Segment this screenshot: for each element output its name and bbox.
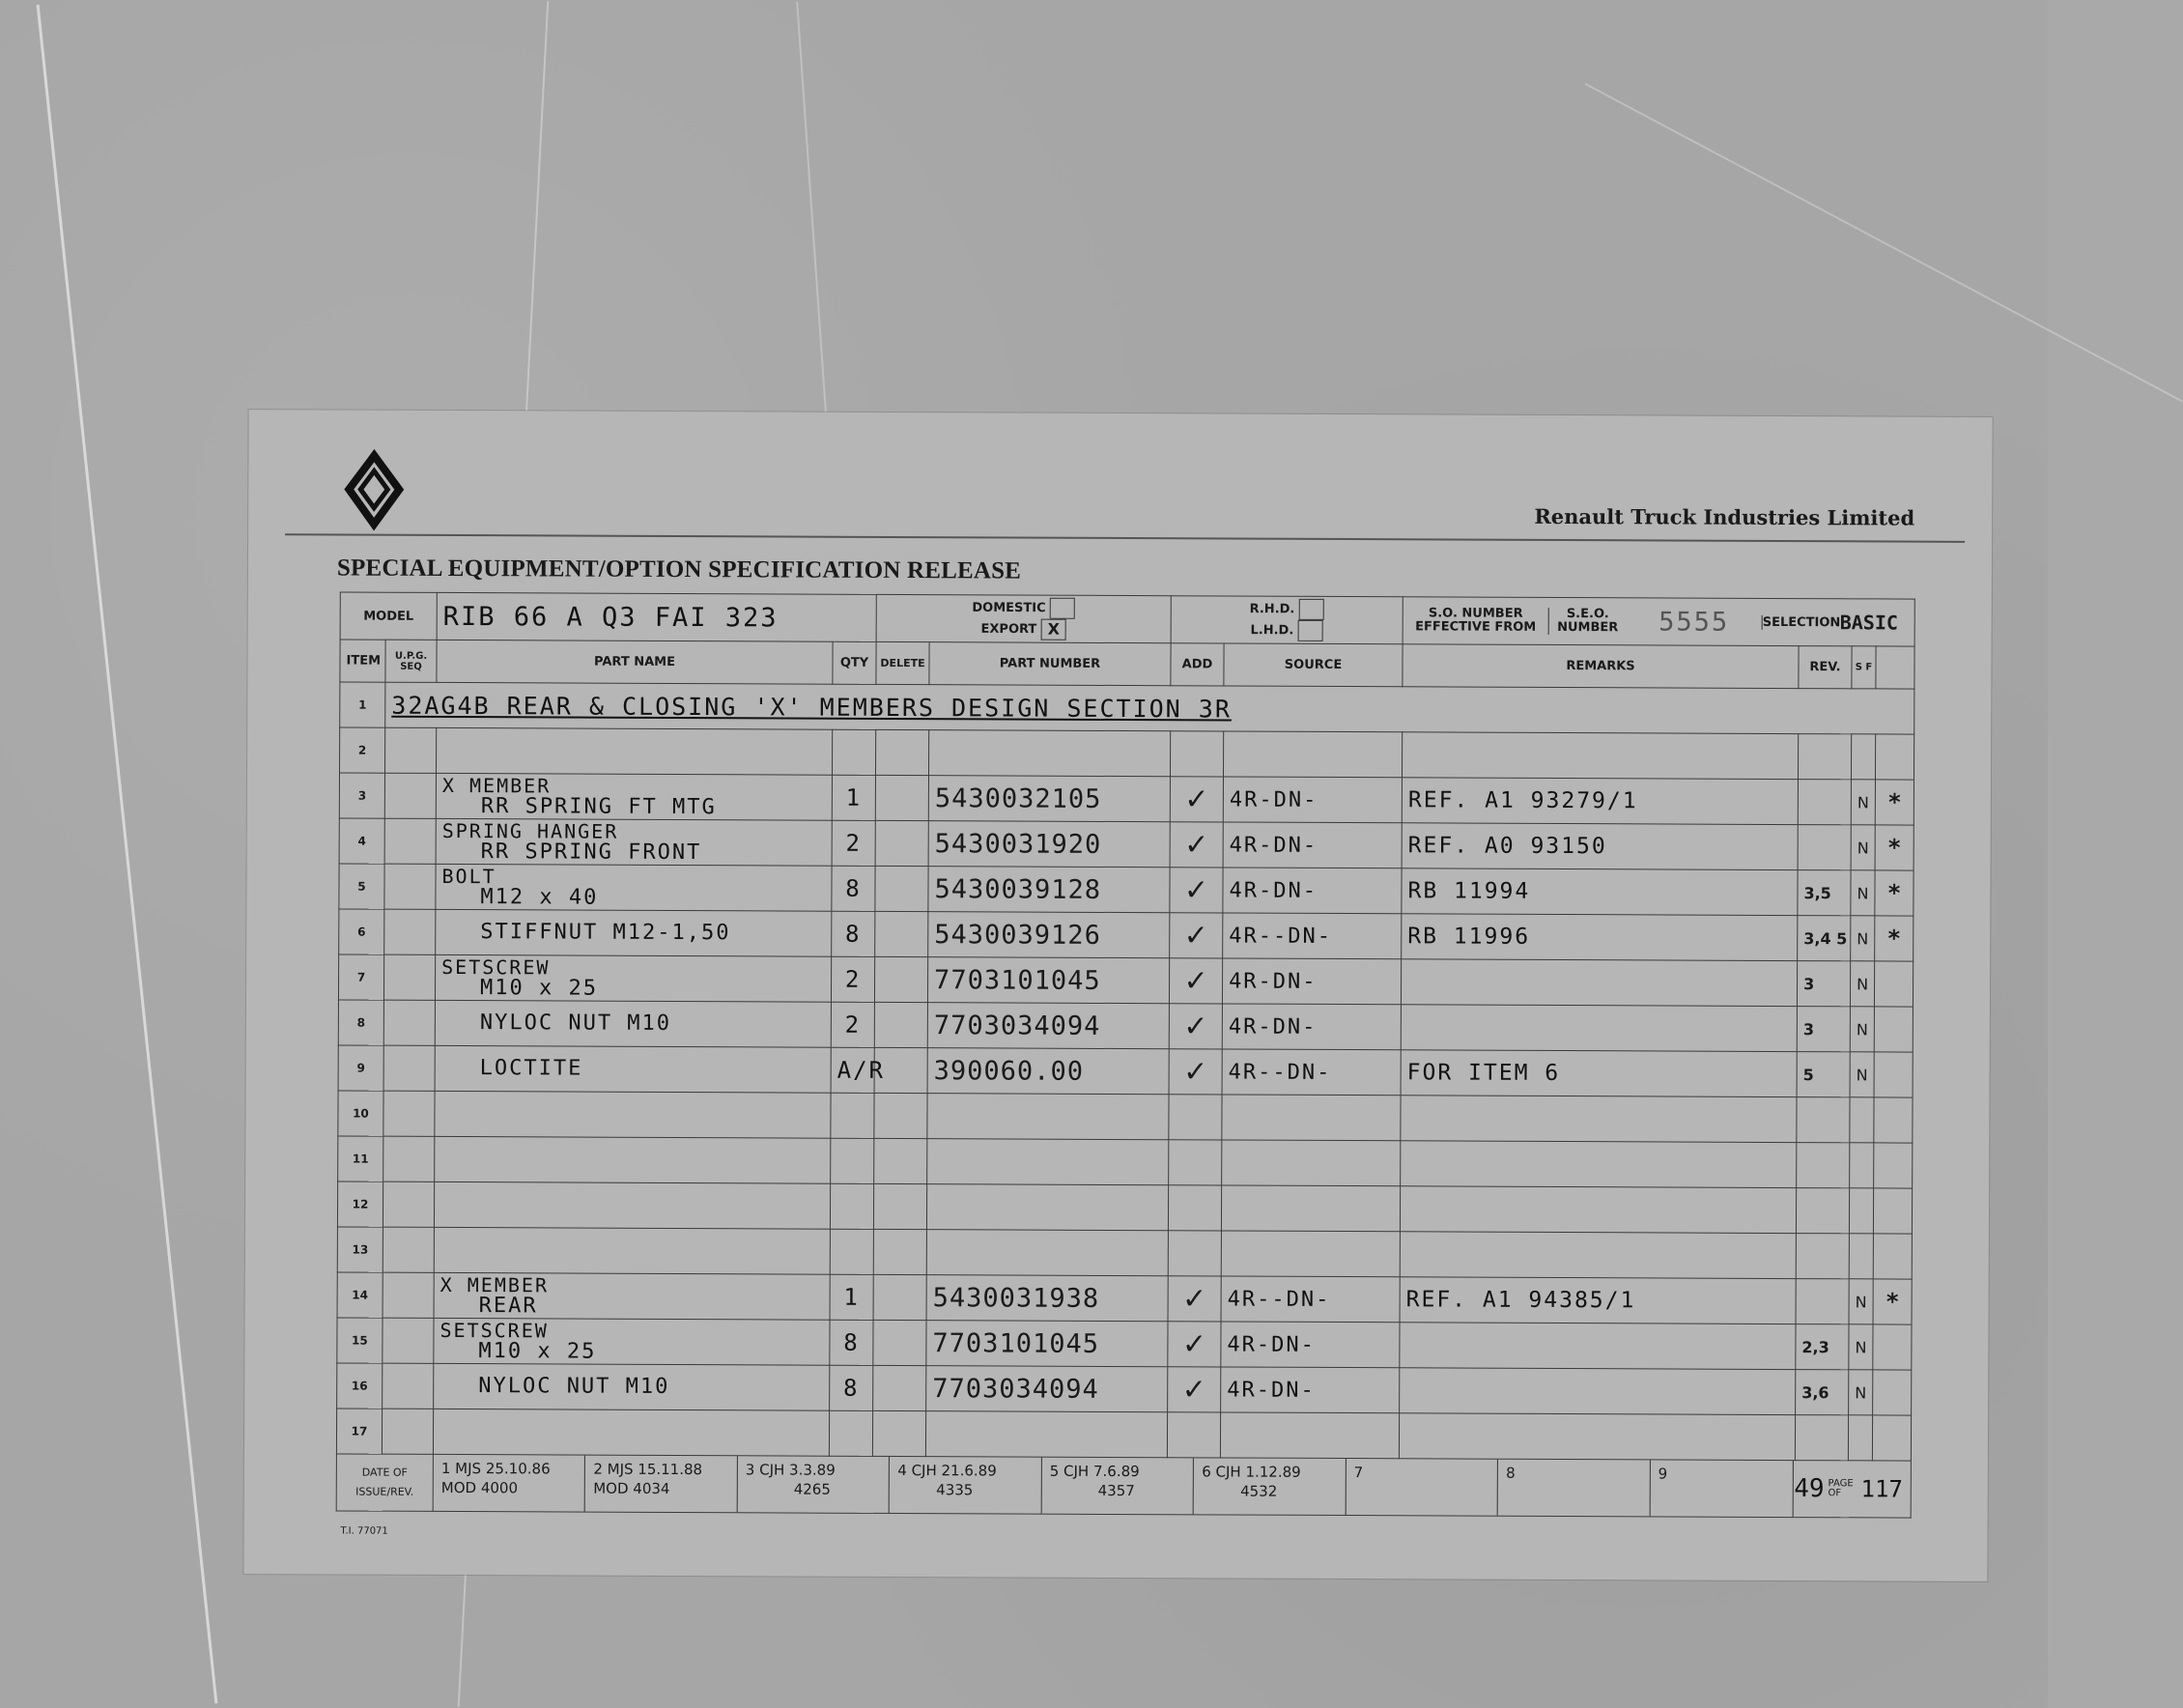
revision-history [433, 1454, 1911, 1518]
upg-seq-cell [383, 1091, 435, 1136]
source-cell: 4R-DN- [1222, 958, 1401, 1005]
rev-cell [1798, 780, 1851, 825]
upg-seq-cell [383, 1318, 434, 1363]
part-name-cell [435, 954, 831, 1002]
rev-cell: 3 [1797, 961, 1850, 1007]
asterisk-cell: * [1875, 870, 1914, 916]
asterisk-cell: * [1875, 916, 1914, 961]
title-rule [285, 533, 1965, 543]
item-number: 16 [337, 1363, 383, 1409]
remarks-cell: REF. A1 94385/1 [1400, 1277, 1796, 1324]
sf-cell: N [1850, 961, 1874, 1007]
sf-cell: N [1850, 1007, 1874, 1052]
part-name-cell [434, 1227, 830, 1274]
rhd-label: R.H.D. [1249, 602, 1295, 617]
delete-cell [875, 866, 928, 911]
revision-8: 8 [1498, 1460, 1651, 1517]
page-of-label: PAGE OF [1828, 1478, 1854, 1499]
part-number-cell: 5430031938 [926, 1275, 1168, 1322]
part-name-line2: RR SPRING FT MTG [480, 794, 717, 820]
asterisk-cell: * [1875, 780, 1914, 825]
upg-seq-cell [384, 864, 436, 909]
qty-cell [830, 1183, 873, 1229]
sf-cell: N [1851, 916, 1875, 961]
remarks-cell: FOR ITEM 6 [1401, 1050, 1797, 1097]
selection-label: SELECTION [1762, 614, 1841, 630]
part-number-cell: 5430031920 [928, 821, 1170, 868]
part-number-cell: 7703101045 [927, 957, 1169, 1004]
specification-sheet [243, 410, 1992, 1581]
revision-3 [738, 1456, 891, 1513]
table-row [338, 1000, 1913, 1052]
remarks-cell [1401, 1141, 1797, 1188]
part-name-cell [434, 1318, 830, 1365]
rev-cell [1798, 825, 1851, 870]
item-number: 13 [337, 1227, 383, 1272]
revision-2 [585, 1456, 738, 1513]
source-cell: 4R--DN- [1222, 1049, 1401, 1096]
part-name-line2: M10 x 25 [479, 976, 599, 1001]
item-number: 9 [338, 1045, 383, 1091]
revision-1-date: 1 MJS 25.10.86 [440, 1459, 551, 1478]
remarks-cell [1400, 1323, 1796, 1370]
table-row [337, 1363, 1912, 1415]
rev-cell [1796, 1188, 1849, 1234]
upg-seq-cell [383, 954, 435, 1000]
part-number-cell [929, 730, 1171, 777]
delete-cell [875, 775, 928, 820]
remarks-cell [1400, 1186, 1796, 1234]
revision-3-date: 3 CJH 3.3.89 [745, 1461, 836, 1479]
source-cell: 4R-DN- [1223, 777, 1402, 823]
col-part-number: PART NUMBER [929, 642, 1171, 686]
part-number-cell [926, 1230, 1168, 1276]
upg-seq-cell [383, 1363, 434, 1409]
footer-row [336, 1454, 1911, 1518]
part-name-cell [436, 773, 832, 820]
add-check-cell: ✓ [1169, 1004, 1222, 1049]
upg-seq-cell [384, 818, 436, 864]
delete-cell [874, 1002, 927, 1047]
domestic-label: DOMESTIC [972, 600, 1046, 616]
table-row [337, 1181, 1912, 1234]
qty-cell [830, 1229, 873, 1274]
domestic-checkbox [1050, 598, 1075, 619]
model-label: MODEL [340, 592, 437, 640]
item-number: 3 [339, 773, 384, 818]
revision-5-mod: 4357 [1097, 1481, 1135, 1500]
sf-cell: N [1849, 1279, 1873, 1324]
qty-cell: 8 [832, 911, 875, 956]
item-number: 4 [339, 818, 384, 864]
sf-cell: N [1849, 1324, 1873, 1370]
revision-1-mod: MOD 4000 [440, 1478, 519, 1497]
sf-cell: N [1849, 1370, 1873, 1415]
order-numbers-cell [1403, 597, 1914, 646]
part-name-line1: X MEMBER [439, 1272, 550, 1297]
item-number: 1 [340, 682, 385, 727]
lhd-label: L.H.D. [1250, 623, 1294, 639]
upg-seq-cell [383, 1181, 434, 1227]
col-delete: DELETE [876, 641, 929, 684]
source-cell [1221, 1185, 1400, 1232]
revision-7: 7 [1346, 1459, 1498, 1516]
upg-seq-cell [383, 1000, 435, 1045]
revision-5 [1042, 1458, 1195, 1515]
add-check-cell: ✓ [1169, 958, 1222, 1004]
table-row [337, 1227, 1912, 1279]
part-name-line2: STIFFNUT M12-1,50 [480, 920, 731, 946]
add-check-cell: ✓ [1170, 822, 1223, 868]
asterisk-cell [1874, 961, 1913, 1007]
add-check-cell [1168, 1185, 1221, 1231]
delete-cell [876, 729, 929, 775]
model-value: RIB 66 A Q3 FAI 323 [437, 592, 876, 641]
part-number-cell [925, 1411, 1167, 1458]
delete-cell [874, 1138, 927, 1183]
specification-table [336, 591, 1915, 1518]
source-cell: 4R-DN- [1222, 1004, 1401, 1050]
part-name-cell [433, 1409, 829, 1456]
lhd-checkbox [1298, 620, 1323, 641]
page-total: 117 [1860, 1475, 1903, 1503]
sf-cell: N [1851, 825, 1875, 870]
qty-cell: A/R [831, 1047, 874, 1093]
asterisk-cell [1874, 1143, 1913, 1188]
col-sf: S F [1852, 646, 1876, 689]
part-name-cell [434, 1272, 830, 1320]
col-remarks: REMARKS [1403, 644, 1799, 689]
item-number: 7 [338, 954, 383, 1000]
add-check-cell: ✓ [1170, 777, 1223, 822]
part-name-line2: NYLOC NUT M10 [479, 1011, 672, 1036]
part-number-cell: 390060.00 [927, 1048, 1169, 1095]
remarks-cell [1399, 1413, 1795, 1461]
part-name-cell [435, 1136, 831, 1183]
table-row [339, 727, 1914, 780]
page-indicator [1794, 1461, 1911, 1518]
footer-label: DATE OF ISSUE/REV. [336, 1454, 433, 1511]
part-number-cell: 5430032105 [928, 776, 1170, 822]
table-row [338, 1136, 1913, 1188]
asterisk-cell [1873, 1370, 1912, 1415]
revision-4-date: 4 CJH 21.6.89 [897, 1462, 997, 1480]
revision-4-mod: 4335 [936, 1481, 974, 1499]
part-name-cell [437, 727, 833, 775]
qty-cell [829, 1410, 872, 1456]
remarks-cell [1400, 1368, 1796, 1415]
sf-cell [1848, 1415, 1872, 1461]
source-cell [1220, 1412, 1399, 1459]
delete-cell [874, 1093, 927, 1138]
col-rev: REV. [1799, 646, 1852, 689]
part-number-cell: 5430039126 [928, 912, 1170, 958]
export-checkbox: X [1041, 619, 1066, 640]
part-number-cell: 7703034094 [927, 1003, 1169, 1049]
part-name-line2: REAR [478, 1294, 538, 1319]
column-header-row [340, 640, 1914, 689]
part-name-line1: X MEMBER [441, 773, 552, 798]
table-row [336, 1409, 1911, 1461]
part-name-cell [436, 909, 832, 956]
rhd-checkbox [1299, 599, 1324, 620]
item-number: 8 [338, 1000, 383, 1045]
remarks-cell [1401, 1005, 1797, 1052]
asterisk-cell [1873, 1234, 1912, 1279]
revision-6 [1194, 1458, 1347, 1515]
delete-cell [873, 1365, 926, 1410]
remarks-cell: REF. A1 93279/1 [1402, 778, 1798, 825]
source-cell [1224, 731, 1403, 778]
sf-cell: N [1850, 1052, 1874, 1097]
sf-cell [1849, 1188, 1873, 1234]
upg-seq-cell [384, 773, 436, 818]
delete-cell [875, 911, 928, 956]
source-cell: 4R-DN- [1221, 1322, 1400, 1368]
table-row [339, 909, 1914, 961]
rev-cell: 3,6 [1796, 1370, 1849, 1415]
remarks-cell [1403, 732, 1799, 780]
part-number-cell [927, 1139, 1169, 1185]
part-name-cell [435, 1091, 831, 1138]
part-number-cell [926, 1184, 1168, 1231]
part-name-line2: RR SPRING FRONT [480, 840, 702, 866]
remarks-cell [1401, 959, 1797, 1007]
delete-cell [872, 1410, 925, 1456]
qty-cell: 8 [832, 866, 875, 911]
asterisk-cell [1874, 1052, 1913, 1097]
qty-cell: 1 [830, 1274, 873, 1320]
rev-cell [1799, 734, 1852, 780]
item-number: 15 [337, 1318, 383, 1363]
add-check-cell [1171, 731, 1224, 777]
table-row [338, 1045, 1913, 1097]
revision-1 [434, 1455, 586, 1512]
upg-seq-cell [384, 727, 436, 773]
part-name-cell [436, 818, 832, 866]
asterisk-cell [1872, 1415, 1911, 1461]
col-upg: U.P.G. SEQ [385, 640, 437, 682]
col-part-name: PART NAME [437, 640, 833, 684]
upg-seq-cell [384, 909, 436, 954]
add-check-cell: ✓ [1170, 868, 1223, 913]
sf-cell [1850, 1097, 1874, 1143]
table-row [338, 954, 1913, 1007]
qty-cell: 8 [830, 1365, 873, 1410]
remarks-cell: RB 11994 [1402, 868, 1798, 916]
remarks-cell: REF. A0 93150 [1402, 823, 1798, 870]
source-cell [1222, 1095, 1401, 1141]
col-extra [1876, 646, 1914, 689]
table-row [337, 1272, 1912, 1324]
sf-cell [1852, 734, 1876, 780]
col-source: SOURCE [1224, 643, 1403, 687]
revision-2-mod: MOD 4034 [593, 1479, 670, 1497]
table-row [340, 682, 1914, 734]
part-name-line2: LOCTITE [479, 1056, 583, 1081]
asterisk-cell [1874, 1007, 1913, 1052]
part-name-cell [434, 1181, 830, 1229]
header-row-model [340, 592, 1914, 646]
revision-6-mod: 4532 [1240, 1482, 1278, 1500]
asterisk-cell [1876, 734, 1914, 780]
part-name-line2: M10 x 25 [478, 1339, 597, 1364]
table-row [337, 1318, 1912, 1370]
table-body [336, 682, 1914, 1461]
delete-cell [873, 1229, 926, 1274]
table-row [338, 1091, 1913, 1143]
part-name-line1: SETSCREW [441, 954, 551, 980]
add-check-cell: ✓ [1168, 1367, 1221, 1412]
renault-logo [345, 454, 403, 527]
page-number: 49 [1794, 1474, 1825, 1504]
col-add: ADD [1171, 643, 1224, 686]
sf-cell: N [1851, 780, 1875, 825]
table-row [339, 773, 1914, 825]
form-code: T.I. 77071 [340, 1525, 388, 1537]
upg-seq-cell [383, 1272, 434, 1318]
source-cell: 4R-DN- [1221, 1367, 1400, 1413]
remarks-cell [1400, 1232, 1796, 1279]
add-check-cell [1169, 1095, 1222, 1140]
source-cell: 4R--DN- [1223, 913, 1402, 959]
add-check-cell: ✓ [1170, 913, 1223, 958]
asterisk-cell [1873, 1188, 1912, 1234]
col-qty: QTY [833, 641, 876, 684]
asterisk-cell [1873, 1324, 1912, 1370]
rev-cell [1796, 1279, 1849, 1324]
part-name-cell [435, 1045, 831, 1093]
add-check-cell [1167, 1412, 1220, 1458]
rhd-lhd-cell [1171, 596, 1403, 644]
item-number: 14 [337, 1272, 383, 1318]
revision-4 [890, 1457, 1042, 1514]
source-cell [1221, 1231, 1400, 1277]
qty-cell [831, 1093, 874, 1138]
delete-cell [873, 1274, 926, 1320]
item-number: 17 [336, 1409, 382, 1454]
part-number-cell [927, 1094, 1169, 1140]
rev-cell [1797, 1097, 1850, 1143]
rev-cell: 3 [1797, 1007, 1850, 1052]
part-number-cell: 5430039128 [928, 867, 1170, 913]
table-row [339, 818, 1914, 870]
rev-cell [1795, 1415, 1848, 1461]
asterisk-cell: * [1873, 1279, 1912, 1324]
part-number-cell: 7703101045 [926, 1321, 1168, 1367]
table-row [339, 864, 1914, 916]
domestic-export-cell [876, 594, 1171, 642]
asterisk-cell [1874, 1097, 1913, 1143]
qty-cell [831, 1138, 874, 1183]
upg-seq-cell [383, 1227, 434, 1272]
item-number: 2 [339, 727, 384, 773]
item-number: 11 [338, 1136, 383, 1181]
upg-seq-cell [382, 1409, 433, 1454]
qty-cell: 2 [832, 820, 875, 866]
delete-cell [873, 1320, 926, 1365]
item-number: 5 [339, 864, 384, 909]
delete-cell [873, 1183, 926, 1229]
source-cell [1222, 1140, 1401, 1186]
seo-number-value: 5555 [1659, 606, 1730, 638]
add-check-cell: ✓ [1168, 1276, 1221, 1322]
part-name-cell [434, 1363, 830, 1410]
revision-2-date: 2 MJS 15.11.88 [593, 1460, 703, 1479]
source-cell: 4R-DN- [1223, 822, 1402, 868]
so-number-label: S.O. NUMBER EFFECTIVE FROM [1415, 606, 1537, 635]
company-name: Renault Truck Industries Limited [1534, 503, 1915, 530]
revision-9: 9 [1650, 1460, 1794, 1517]
sf-cell [1849, 1234, 1873, 1279]
part-name-line2: M12 x 40 [480, 885, 599, 910]
revision-6-date: 6 CJH 1.12.89 [1202, 1463, 1301, 1481]
part-name-line1: BOLT [441, 864, 496, 889]
qty-cell: 1 [832, 775, 875, 820]
seo-number-label: S.E.O. NUMBER [1548, 608, 1627, 635]
sf-cell [1850, 1143, 1874, 1188]
part-name-line2: NYLOC NUT M10 [478, 1374, 670, 1399]
qty-cell: 2 [831, 1002, 874, 1047]
upg-seq-cell [383, 1045, 435, 1091]
add-check-cell: ✓ [1168, 1322, 1221, 1367]
col-item: ITEM [340, 640, 385, 682]
part-name-cell [436, 864, 832, 911]
form-title: SPECIAL EQUIPMENT/OPTION SPECIFICATION RELEASE [336, 555, 1022, 584]
qty-cell: 2 [831, 956, 874, 1002]
source-cell: 4R-DN- [1223, 868, 1402, 914]
part-name-cell [435, 1000, 831, 1047]
add-check-cell [1168, 1231, 1221, 1276]
item-number: 10 [338, 1091, 383, 1136]
asterisk-cell: * [1875, 825, 1914, 870]
rev-cell: 3,4 5 [1798, 916, 1851, 961]
remarks-cell [1401, 1096, 1797, 1143]
delete-cell [874, 956, 927, 1002]
source-cell: 4R--DN- [1221, 1276, 1400, 1323]
rev-cell [1796, 1234, 1849, 1279]
part-name-line1: SPRING HANGER [441, 818, 619, 843]
export-label: EXPORT [980, 621, 1037, 638]
remarks-cell: RB 11996 [1402, 914, 1798, 961]
part-number-cell: 7703034094 [926, 1366, 1168, 1412]
add-check-cell [1169, 1140, 1222, 1185]
qty-cell: 8 [830, 1320, 873, 1365]
rev-cell [1797, 1143, 1850, 1188]
add-check-cell: ✓ [1169, 1049, 1222, 1095]
item-number: 6 [339, 909, 384, 954]
delete-cell [875, 820, 928, 866]
upg-seq-cell [383, 1136, 435, 1181]
rev-cell: 5 [1797, 1052, 1850, 1097]
item-number: 12 [337, 1181, 383, 1227]
rev-cell: 3,5 [1798, 870, 1851, 916]
selection-value: BASIC [1839, 611, 1898, 635]
rev-cell: 2,3 [1796, 1324, 1849, 1370]
part-name-line1: SETSCREW [439, 1318, 549, 1343]
revision-5-date: 5 CJH 7.6.89 [1049, 1462, 1140, 1481]
sf-cell: N [1851, 870, 1875, 916]
revision-3-mod: 4265 [793, 1480, 831, 1498]
section-title: 32AG4B REAR & CLOSING 'X' MEMBERS DESIGN SECTION 3R [385, 682, 1914, 734]
qty-cell [833, 729, 876, 775]
